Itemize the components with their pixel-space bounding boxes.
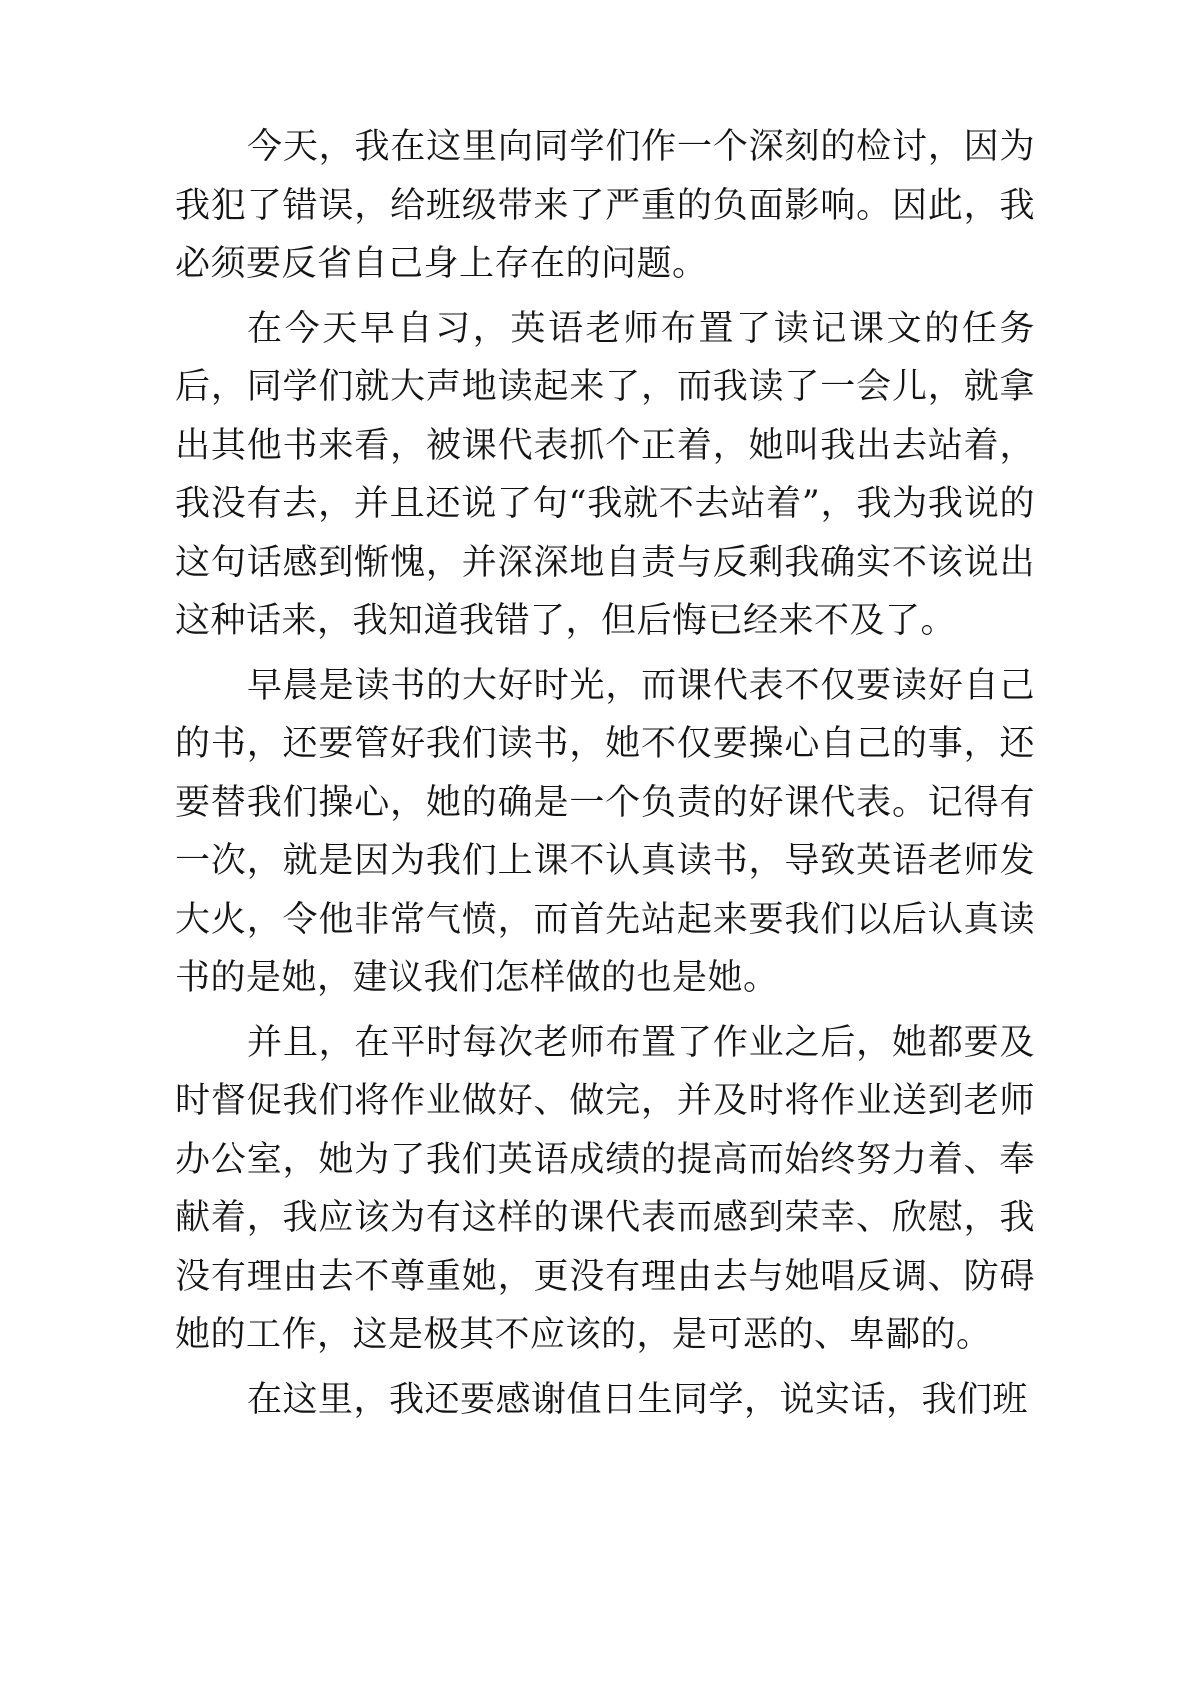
- paragraph-5: 在这里，我还要感谢值日生同学，说实话，我们班: [247, 1379, 1029, 1420]
- paragraph-2: 在今天早自习，英语老师布置了读记课文的任务后，同学们就大声地读起来了，而我读了一会儿，就拿出其他书来看，被课代表抓个正着，她叫我出去站着，我没有去，并且还说了句“我就不去站着”，我为我说的这句话感到惭愧，并深深地自责与反剩我确实不该说出这种话来，我知道我错了，但后悔已经来不及了。: [175, 308, 1035, 641]
- paragraph-3: 早晨是读书的大好时光，而课代表不仅要读好自己的书，还要管好我们读书，她不仅要操心自己的事，还要替我们操心，她的确是一个负责的好课代表。记得有一次，就是因为我们上课不认真读书，导致英语老师发大火，令他非常气愤，而首先站起来要我们以后认真读书的是她，建议我们怎样做的也是她。: [175, 665, 1035, 998]
- document-body: [175, 118, 1035, 1435]
- paragraph-1: 今天，我在这里向同学们作一个深刻的检讨，因为我犯了错误，给班级带来了严重的负面影响。因此，我必须要反省自己身上存在的问题。: [175, 127, 1035, 284]
- paragraph-4: 并且，在平时每次老师布置了作业之后，她都要及时督促我们将作业做好、做完，并及时将作业送到老师办公室，她为了我们英语成绩的提高而始终努力着、奉献着，我应该为有这样的课代表而感到荣幸、欣慰，我没有理由去不尊重她，更没有理由去与她唱反调、防碍她的工作，这是极其不应该的，是可恶的、卑鄙的。: [175, 1022, 1035, 1355]
